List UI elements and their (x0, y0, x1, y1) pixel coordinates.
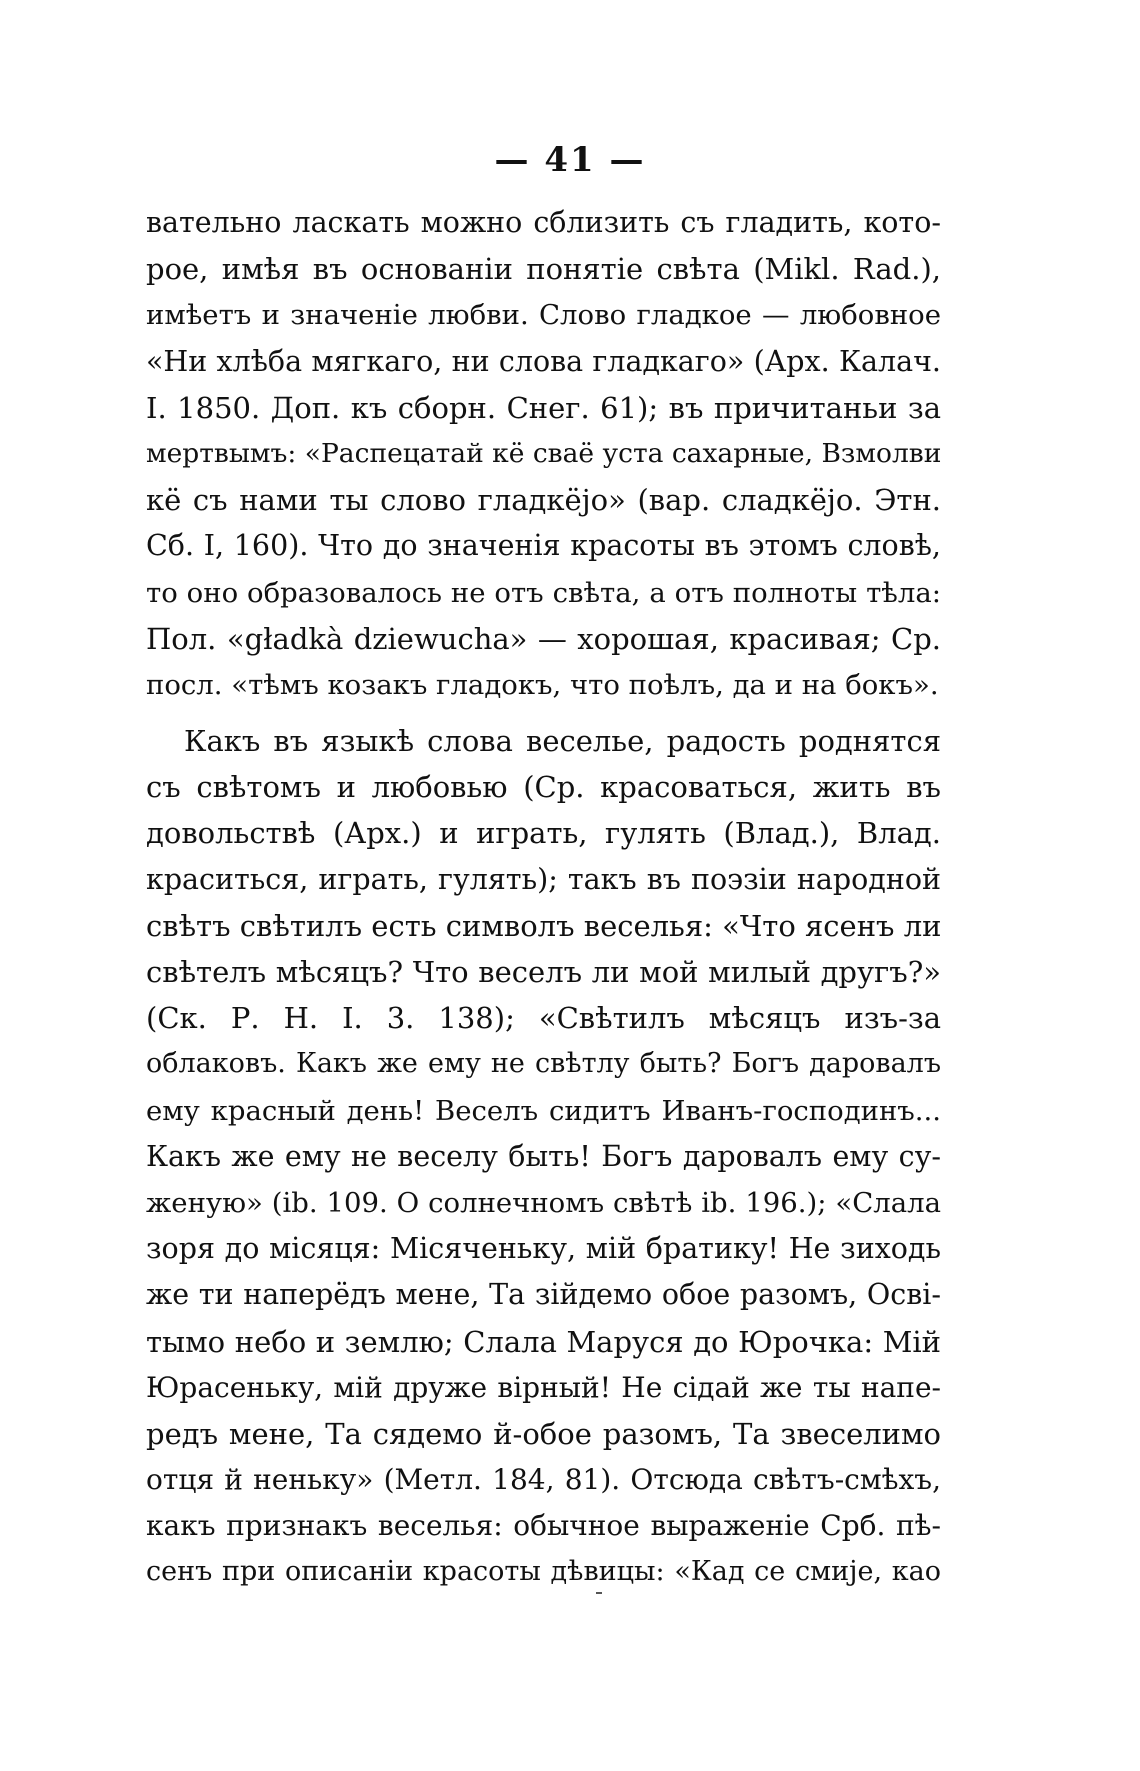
text-line: кё съ нами ты слово гладкёjо» (вар. сладкёjо. Этн. (146, 483, 941, 518)
text-line: какъ признакъ веселья: обычное выраженіе Срб. пѣ- (146, 1509, 941, 1543)
text-line: посл. «тѣмъ козакъ гладокъ, что поѣлъ, да и на бокъ». (146, 668, 939, 701)
text-line: Сб. I, 160). Что до значенія красоты въ этомъ словѣ, (146, 529, 941, 563)
text-line: зоря до місяця: Місяченьку, мій братику! Не зиходь (146, 1232, 941, 1266)
text-line: рое, имѣя въ основаніи понятіе свѣта (Mikl. Rad.), (146, 252, 941, 287)
text-line: имѣетъ и значеніе любви. Слово гладкое — любовное (146, 299, 941, 332)
text-line: сенъ при описаніи красоты дѣвицы: «Кад се смије, као (146, 1556, 941, 1588)
paragraph-gap (146, 708, 941, 718)
text-line: свѣтелъ мѣсяцъ? Что веселъ ли мой милый другъ?» (146, 955, 941, 989)
text-line: Какъ въ языкѣ слова веселье, радость роднятся (184, 724, 941, 759)
text-line: редъ мене, Та сядемо й-обое разомъ, Та звеселимо (146, 1416, 941, 1451)
text-line: довольствѣ (Арх.) и играть, гулять (Влад.), Влад. (146, 816, 941, 851)
body-text (146, 200, 941, 1596)
text-line: тымо небо и землю; Слала Маруся до Юрочка: Мій (146, 1324, 941, 1359)
text-line: то оно образовалось не отъ свѣта, а отъ полноты тѣла: (146, 576, 941, 609)
text-line: Юрасеньку, мій друже вірный! Не сідай же ты напе- (146, 1370, 941, 1404)
text-line: свѣтъ свѣтилъ есть символъ веселья: «Что ясенъ ли (146, 908, 941, 943)
text-line: Пол. «gładkà dziewucha» — хорошая, красивая; Ср. (146, 621, 941, 656)
text-line: I. 1850. Доп. къ сборн. Снег. 61); въ причитаньи за (146, 390, 941, 425)
paragraph-1 (146, 200, 941, 708)
text-line: съ свѣтомъ и любовью (Ср. красоваться, жить въ (146, 770, 941, 805)
paragraph-2 (146, 718, 941, 1596)
text-line: облаковъ. Какъ же ему не свѣтлу быть? Богъ даровалъ (146, 1048, 941, 1080)
text-line: «Ни хлѣба мягкаго, ни слова гладкаго» (Арх. Калач. (146, 344, 941, 378)
stray-ink-mark (596, 1592, 602, 1594)
text-line: (Ск. Р. Н. I. 3. 138); «Свѣтилъ мѣсяцъ изъ-за (146, 1001, 941, 1036)
text-line: краситься, играть, гулять); такъ въ поэзіи народной (146, 862, 941, 896)
text-line: же ти наперёдъ мене, Та зійдемо обое разомъ, Осві- (146, 1278, 941, 1312)
text-line: вательно ласкать можно сблизить съ гладить, кото- (146, 206, 941, 239)
text-line: мертвымъ: «Распецатай кё сваё уста сахарные, Взмолви (146, 437, 941, 469)
text-line: Какъ же ему не веселу быть! Богъ даровалъ ему су- (146, 1139, 941, 1173)
page-number-header: — 41 — (494, 140, 646, 180)
text-line: женую» (ib. 109. О солнечномъ свѣтѣ ib. 196.); «Слала (146, 1186, 941, 1219)
text-line: отця й неньку» (Метл. 184, 81). Отсюда свѣтъ-смѣхъ, (146, 1463, 941, 1497)
text-line: ему красный день! Веселъ сидитъ Иванъ-господинъ... (146, 1094, 941, 1127)
